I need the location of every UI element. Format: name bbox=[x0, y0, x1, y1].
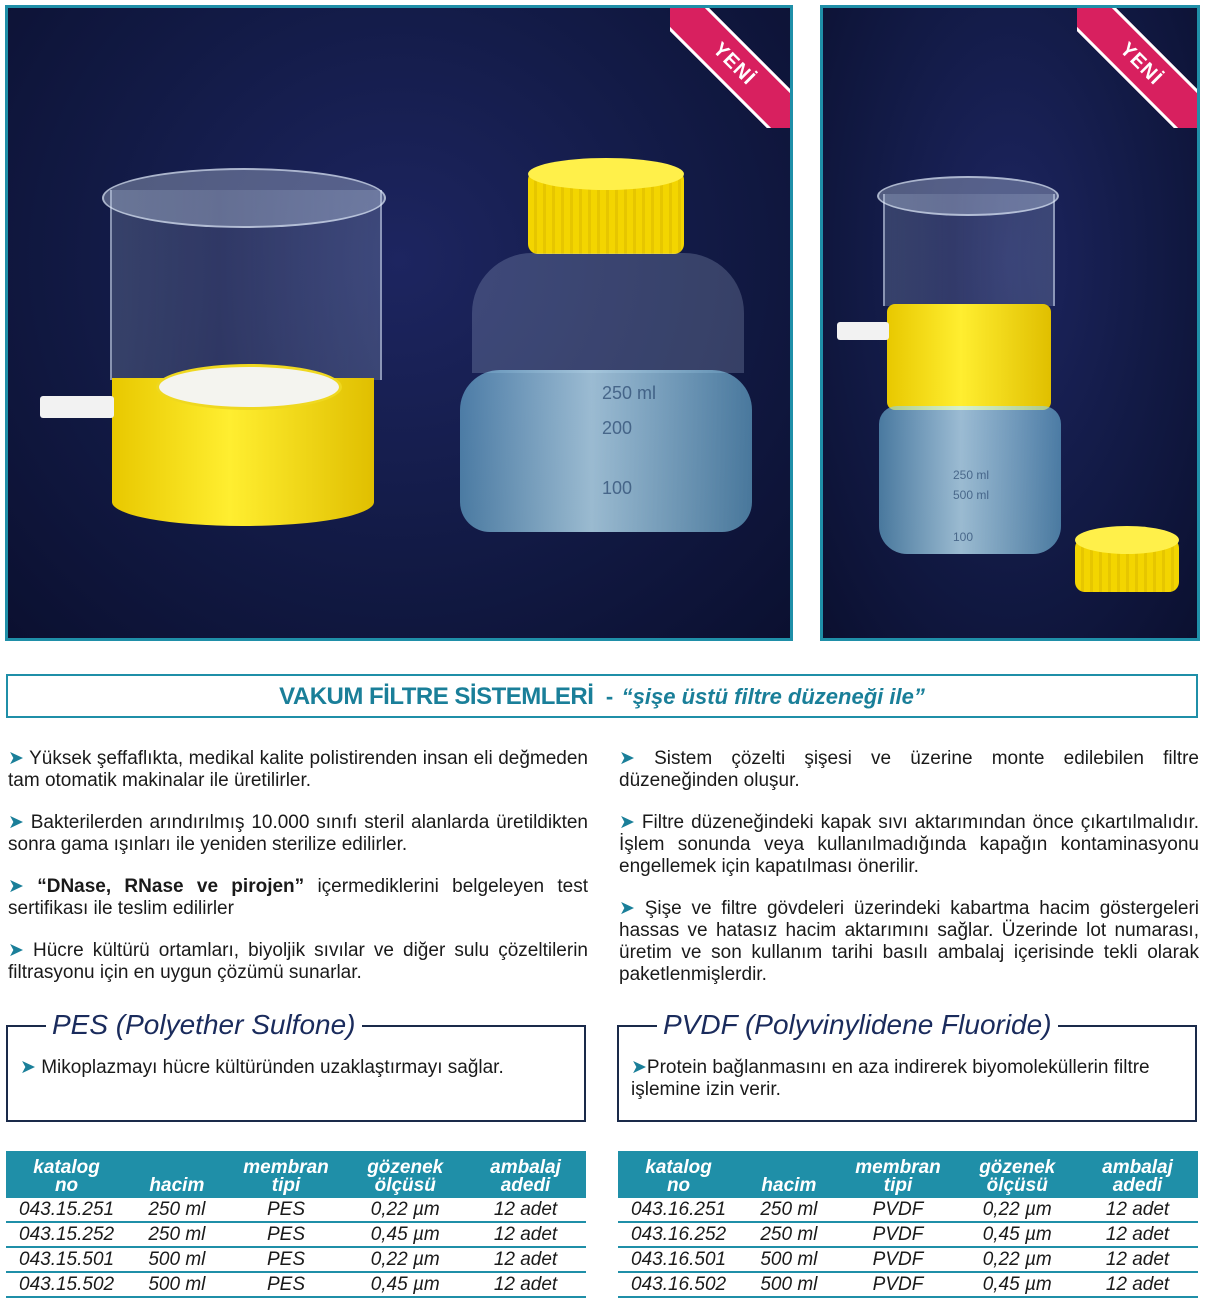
feature-text: Filtre düzeneğindeki kapak sıvı aktarımından önce çıkartılmalıdır. İşlem sonunda veya kullanılmadığında kapağın kontaminasyonu engellemek için kapatılması önerilir. bbox=[619, 812, 1200, 877]
bottle-graduation-100: 100 bbox=[953, 530, 974, 544]
new-badge-label: YENİ bbox=[1077, 8, 1197, 128]
catalog-no-cell: 043.15.502 bbox=[6, 1272, 127, 1297]
table-header-row bbox=[618, 1151, 1198, 1198]
table-header-row bbox=[6, 1151, 586, 1198]
pes-description-text: Mikoplazmayı hücre kültüründen uzaklaştırmayı sağlar. bbox=[41, 1057, 504, 1078]
catalog-no-cell: 043.15.501 bbox=[6, 1247, 127, 1272]
table-row bbox=[618, 1222, 1198, 1247]
table-row bbox=[6, 1222, 586, 1247]
bottle-cap-top bbox=[528, 158, 684, 190]
volume-cell: 250 ml bbox=[739, 1198, 839, 1222]
new-badge-label: YENİ bbox=[670, 8, 790, 128]
filter-funnel-lid bbox=[877, 176, 1059, 216]
package-cell: 12 adet bbox=[465, 1198, 586, 1222]
column-header-volume: hacim bbox=[127, 1151, 227, 1198]
feature-item bbox=[8, 748, 588, 792]
filter-membrane bbox=[156, 364, 342, 410]
bullet-arrow-icon: ➤ bbox=[20, 1057, 36, 1078]
membrane-cell: PES bbox=[227, 1198, 346, 1222]
membrane-cell: PES bbox=[227, 1272, 346, 1297]
bullet-arrow-icon: ➤ bbox=[619, 812, 635, 833]
column-header-pore-size: gözenek ölçüsü bbox=[957, 1151, 1077, 1198]
package-cell: 12 adet bbox=[465, 1247, 586, 1272]
filter-funnel-lid bbox=[102, 168, 386, 228]
section-title: VAKUM FİLTRE SİSTEMLERİ bbox=[279, 683, 594, 710]
membrane-cell: PES bbox=[227, 1247, 346, 1272]
table-row bbox=[618, 1247, 1198, 1272]
catalog-no-cell: 043.16.251 bbox=[618, 1198, 739, 1222]
pes-membrane-box bbox=[6, 1009, 586, 1122]
catalog-no-cell: 043.16.502 bbox=[618, 1272, 739, 1297]
section-title-box bbox=[6, 674, 1198, 718]
bottle-graduation-250: 250 ml bbox=[953, 468, 990, 482]
pes-product-table bbox=[6, 1151, 586, 1298]
product-photo-filter-and-bottle bbox=[5, 5, 793, 641]
column-header-package: ambalaj adedi bbox=[465, 1151, 586, 1198]
feature-item bbox=[619, 812, 1199, 878]
bullet-arrow-icon: ➤ bbox=[619, 748, 635, 769]
feature-text: Sistem çözelti şişesi ve üzerine monte edilebilen filtre düzeneğinden oluşur. bbox=[619, 748, 1199, 791]
column-header-catalog: katalog no bbox=[618, 1151, 739, 1198]
bottle-graduation-200: 200 bbox=[602, 418, 633, 438]
membrane-cell: PES bbox=[227, 1222, 346, 1247]
column-header-pore-size: gözenek ölçüsü bbox=[345, 1151, 465, 1198]
pvdf-membrane-box bbox=[617, 1009, 1197, 1122]
bullet-arrow-icon: ➤ bbox=[619, 898, 635, 919]
package-cell: 12 adet bbox=[465, 1222, 586, 1247]
pore-size-cell: 0,45 µm bbox=[345, 1222, 465, 1247]
vacuum-nozzle bbox=[40, 396, 114, 418]
volume-cell: 500 ml bbox=[739, 1272, 839, 1297]
volume-cell: 250 ml bbox=[739, 1222, 839, 1247]
title-separator: - bbox=[605, 684, 614, 709]
package-cell: 12 adet bbox=[1077, 1222, 1198, 1247]
feature-text: Bakterilerden arındırılmış 10.000 sınıfı steril alanlarda üretildikten sonra gama ışınları ile yeniden sterilize edilirler. bbox=[8, 812, 589, 855]
feature-text: Şişe ve filtre gövdeleri üzerindeki kabartma hacim göstergeleri hassas ve hatasız hacim aktarımını sağlar. Üzerinde lot numarası, üretim ve son kullanım tarihi basılı ambalaj içerisinde tekli olarak paketlenmişlerdir. bbox=[619, 898, 1200, 985]
features-right-column bbox=[619, 748, 1199, 1006]
bullet-arrow-icon: ➤ bbox=[631, 1057, 647, 1078]
pes-membrane-title: PES (Polyether Sulfone) bbox=[46, 1009, 362, 1041]
catalog-no-cell: 043.15.251 bbox=[6, 1198, 127, 1222]
new-badge bbox=[1077, 8, 1197, 128]
package-cell: 12 adet bbox=[1077, 1247, 1198, 1272]
pvdf-product-table bbox=[618, 1151, 1198, 1298]
pvdf-membrane-title: PVDF (Polyvinylidene Fluoride) bbox=[657, 1009, 1058, 1041]
feature-bold-text: “DNase, RNase ve pirojen” bbox=[37, 876, 305, 897]
column-header-package: ambalaj adedi bbox=[1077, 1151, 1198, 1198]
bottle-shoulder bbox=[472, 253, 744, 373]
bullet-arrow-icon: ➤ bbox=[8, 876, 24, 897]
pvdf-description-text: Protein bağlanmasını en aza indirerek biyomoleküllerin filtre işlemine izin verir. bbox=[631, 1057, 1150, 1100]
product-photo-assembled-unit bbox=[820, 5, 1200, 641]
pore-size-cell: 0,22 µm bbox=[957, 1198, 1077, 1222]
bullet-arrow-icon: ➤ bbox=[8, 748, 24, 769]
package-cell: 12 adet bbox=[1077, 1272, 1198, 1297]
volume-cell: 500 ml bbox=[127, 1272, 227, 1297]
column-header-membrane: membran tipi bbox=[839, 1151, 958, 1198]
pore-size-cell: 0,45 µm bbox=[345, 1272, 465, 1297]
membrane-cell: PVDF bbox=[839, 1247, 958, 1272]
feature-item bbox=[8, 876, 588, 920]
table-row bbox=[6, 1198, 586, 1222]
new-badge bbox=[670, 8, 790, 128]
volume-cell: 500 ml bbox=[127, 1247, 227, 1272]
pore-size-cell: 0,22 µm bbox=[345, 1198, 465, 1222]
section-subtitle: “şişe üstü filtre düzeneği ile” bbox=[621, 684, 925, 709]
volume-cell: 250 ml bbox=[127, 1198, 227, 1222]
bottle-graduation-250: 250 ml bbox=[602, 383, 657, 403]
vacuum-nozzle bbox=[837, 322, 889, 340]
bottle-graduation-500: 500 ml bbox=[953, 488, 990, 502]
pes-membrane-description bbox=[20, 1057, 574, 1079]
volume-cell: 250 ml bbox=[127, 1222, 227, 1247]
volume-cell: 500 ml bbox=[739, 1247, 839, 1272]
table-row bbox=[6, 1247, 586, 1272]
pore-size-cell: 0,45 µm bbox=[957, 1222, 1077, 1247]
catalog-no-cell: 043.16.501 bbox=[618, 1247, 739, 1272]
pvdf-membrane-description bbox=[631, 1057, 1185, 1101]
feature-item bbox=[619, 898, 1199, 986]
catalog-no-cell: 043.16.252 bbox=[618, 1222, 739, 1247]
feature-item bbox=[8, 940, 588, 984]
column-header-catalog: katalog no bbox=[6, 1151, 127, 1198]
bullet-arrow-icon: ➤ bbox=[8, 812, 24, 833]
column-header-membrane: membran tipi bbox=[227, 1151, 346, 1198]
feature-text: Yüksek şeffaflıkta, medikal kalite polistirenden insan eli değmeden tam otomatik makinalar ile üretilirler. bbox=[8, 748, 588, 791]
loose-bottle-cap-top bbox=[1075, 526, 1179, 554]
table-row bbox=[618, 1272, 1198, 1297]
filter-funnel-base bbox=[887, 304, 1051, 410]
pore-size-cell: 0,22 µm bbox=[957, 1247, 1077, 1272]
feature-text: Hücre kültürü ortamları, biyoljik sıvılar ve diğer sulu çözeltilerin filtrasyonu için en uygun çözümü sunarlar. bbox=[8, 940, 588, 983]
pore-size-cell: 0,22 µm bbox=[345, 1247, 465, 1272]
features-left-column bbox=[8, 748, 588, 1004]
catalog-no-cell: 043.15.252 bbox=[6, 1222, 127, 1247]
membrane-cell: PVDF bbox=[839, 1222, 958, 1247]
table-row bbox=[618, 1198, 1198, 1222]
bottle-graduation-100: 100 bbox=[602, 478, 633, 498]
pore-size-cell: 0,45 µm bbox=[957, 1272, 1077, 1297]
column-header-volume: hacim bbox=[739, 1151, 839, 1198]
table-row bbox=[6, 1272, 586, 1297]
feature-text: içermediklerini belgeleyen test sertifikası ile teslim edilirler bbox=[8, 876, 589, 919]
feature-item bbox=[619, 748, 1199, 792]
membrane-cell: PVDF bbox=[839, 1198, 958, 1222]
membrane-cell: PVDF bbox=[839, 1272, 958, 1297]
package-cell: 12 adet bbox=[1077, 1198, 1198, 1222]
bullet-arrow-icon: ➤ bbox=[8, 940, 24, 961]
package-cell: 12 adet bbox=[465, 1272, 586, 1297]
feature-item bbox=[8, 812, 588, 856]
